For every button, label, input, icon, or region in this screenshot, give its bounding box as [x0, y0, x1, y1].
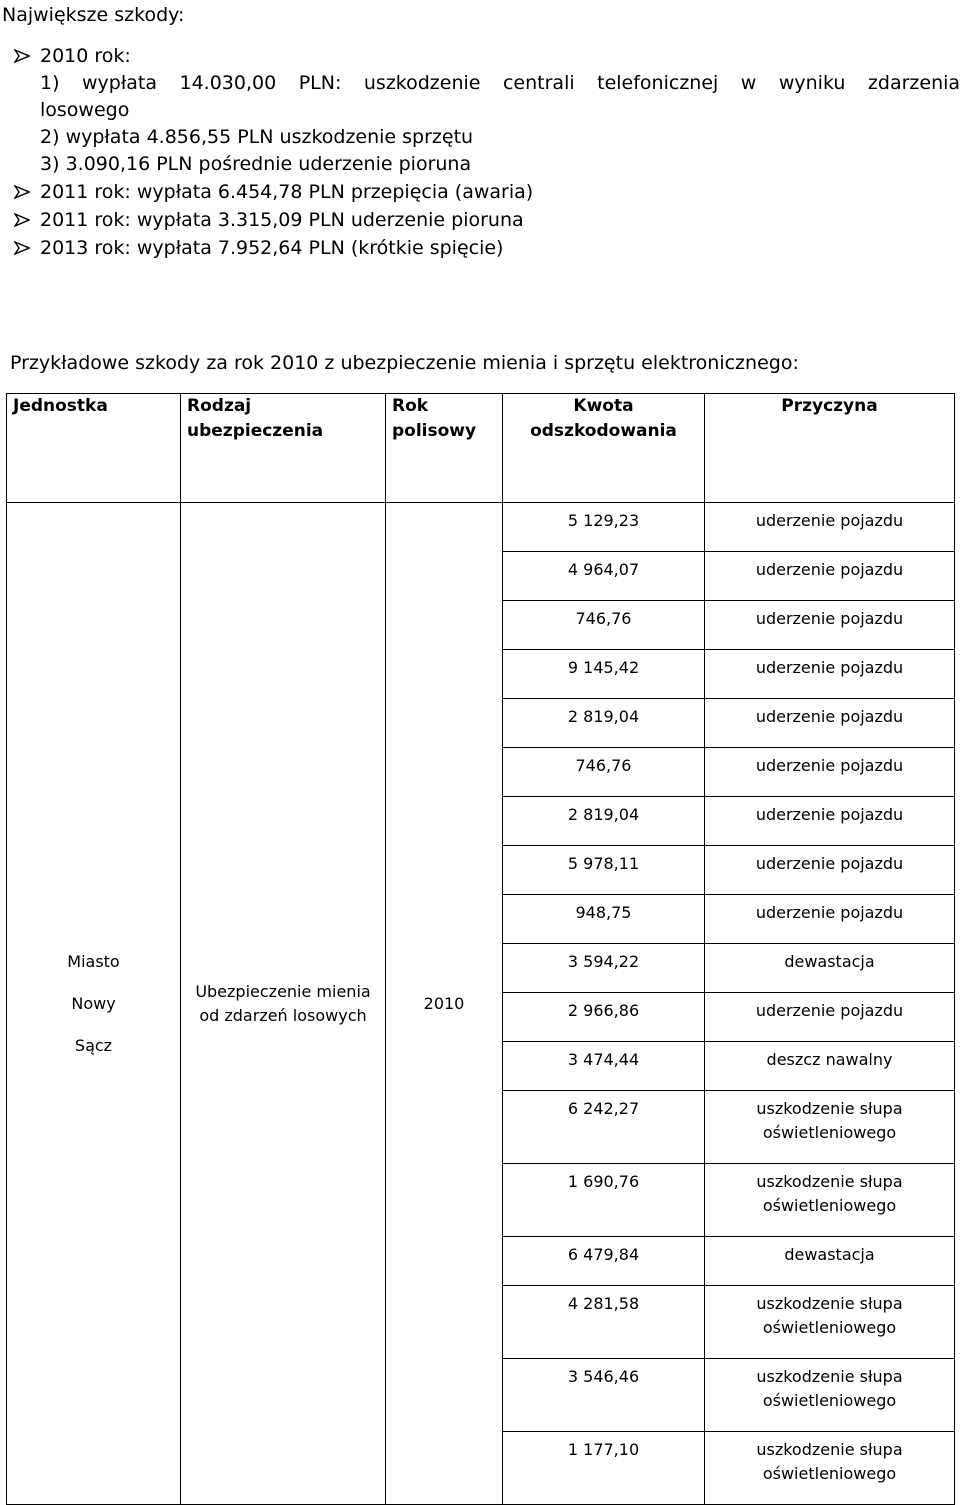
- amount-cell: 9 145,42: [503, 650, 705, 699]
- cause-cell: uderzenie pojazdu: [705, 503, 955, 552]
- arrow-bullet-icon: [14, 49, 30, 63]
- header-insurance-type: Rodzaj ubezpieczenia: [181, 394, 386, 503]
- amount-cell: 746,76: [503, 601, 705, 650]
- amount-cell: 1 690,76: [503, 1164, 705, 1237]
- damage-item-2: 2) wypłata 4.856,55 PLN uszkodzenie sprzętu: [40, 126, 474, 148]
- amount-cell: 2 966,86: [503, 993, 705, 1042]
- cause-cell: uszkodzenie słupa oświetleniowego: [705, 1091, 955, 1164]
- arrow-bullet-icon: [14, 241, 30, 255]
- cause-cell: uszkodzenie słupa oświetleniowego: [705, 1286, 955, 1359]
- claims-table: [6, 393, 955, 1505]
- cause-cell: uderzenie pojazdu: [705, 895, 955, 944]
- cause-cell: deszcz nawalny: [705, 1042, 955, 1091]
- arrow-bullet-icon: [14, 213, 30, 227]
- damage-item-1: 1) wypłata 14.030,00 PLN: uszkodzenie centrali telefonicznej w wyniku zdarzenia: [40, 72, 960, 94]
- year-2010-label: 2010 rok:: [40, 45, 131, 67]
- header-amount: Kwota odszkodowania: [503, 394, 705, 503]
- amount-cell: 6 242,27: [503, 1091, 705, 1164]
- arrow-bullet-icon: [14, 185, 30, 199]
- bullet-2013: 2013 rok: wypłata 7.952,64 PLN (krótkie spięcie): [14, 234, 960, 262]
- header-cause: Przyczyna: [705, 394, 955, 503]
- policy-year-cell: 2010: [386, 503, 503, 1505]
- amount-cell: 948,75: [503, 895, 705, 944]
- cause-cell: uderzenie pojazdu: [705, 797, 955, 846]
- amount-cell: 2 819,04: [503, 699, 705, 748]
- cause-cell: uszkodzenie słupa oświetleniowego: [705, 1164, 955, 1237]
- cause-cell: uderzenie pojazdu: [705, 993, 955, 1042]
- amount-cell: 5 129,23: [503, 503, 705, 552]
- header-unit: Jednostka: [7, 394, 181, 503]
- table-header-row: [7, 394, 955, 503]
- cause-cell: uderzenie pojazdu: [705, 552, 955, 601]
- unit-cell: Miasto Nowy Sącz: [7, 503, 181, 1505]
- damages-list: [14, 42, 960, 262]
- cause-cell: dewastacja: [705, 944, 955, 993]
- damage-item-3: 3) 3.090,16 PLN pośrednie uderzenie pioruna: [40, 153, 472, 175]
- amount-cell: 6 479,84: [503, 1237, 705, 1286]
- amount-cell: 2 819,04: [503, 797, 705, 846]
- cause-cell: uderzenie pojazdu: [705, 846, 955, 895]
- amount-cell: 3 474,44: [503, 1042, 705, 1091]
- bullet-2010: [14, 42, 960, 178]
- amount-cell: 5 978,11: [503, 846, 705, 895]
- cause-cell: uszkodzenie słupa oświetleniowego: [705, 1359, 955, 1432]
- amount-cell: 3 594,22: [503, 944, 705, 993]
- cause-cell: uderzenie pojazdu: [705, 650, 955, 699]
- amount-cell: 746,76: [503, 748, 705, 797]
- damage-item-1-cont: losowego: [40, 99, 130, 121]
- intro-text: Przykładowe szkody za rok 2010 z ubezpieczenie mienia i sprzętu elektronicznego:: [10, 352, 799, 374]
- bullet-2011-b: 2011 rok: wypłata 3.315,09 PLN uderzenie pioruna: [14, 206, 960, 234]
- bullet-2011-a: 2011 rok: wypłata 6.454,78 PLN przepięcia (awaria): [14, 178, 960, 206]
- cause-cell: uszkodzenie słupa oświetleniowego: [705, 1432, 955, 1505]
- cause-cell: uderzenie pojazdu: [705, 601, 955, 650]
- cause-cell: dewastacja: [705, 1237, 955, 1286]
- amount-cell: 4 281,58: [503, 1286, 705, 1359]
- insurance-type-cell: Ubezpieczenie mienia od zdarzeń losowych: [181, 503, 386, 1505]
- year-2010-items: [40, 70, 960, 178]
- amount-cell: 3 546,46: [503, 1359, 705, 1432]
- cause-cell: uderzenie pojazdu: [705, 748, 955, 797]
- page-heading: Największe szkody:: [2, 4, 185, 26]
- table-row: [7, 503, 955, 552]
- amount-cell: 4 964,07: [503, 552, 705, 601]
- cause-cell: uderzenie pojazdu: [705, 699, 955, 748]
- amount-cell: 1 177,10: [503, 1432, 705, 1505]
- header-policy-year: Rok polisowy: [386, 394, 503, 503]
